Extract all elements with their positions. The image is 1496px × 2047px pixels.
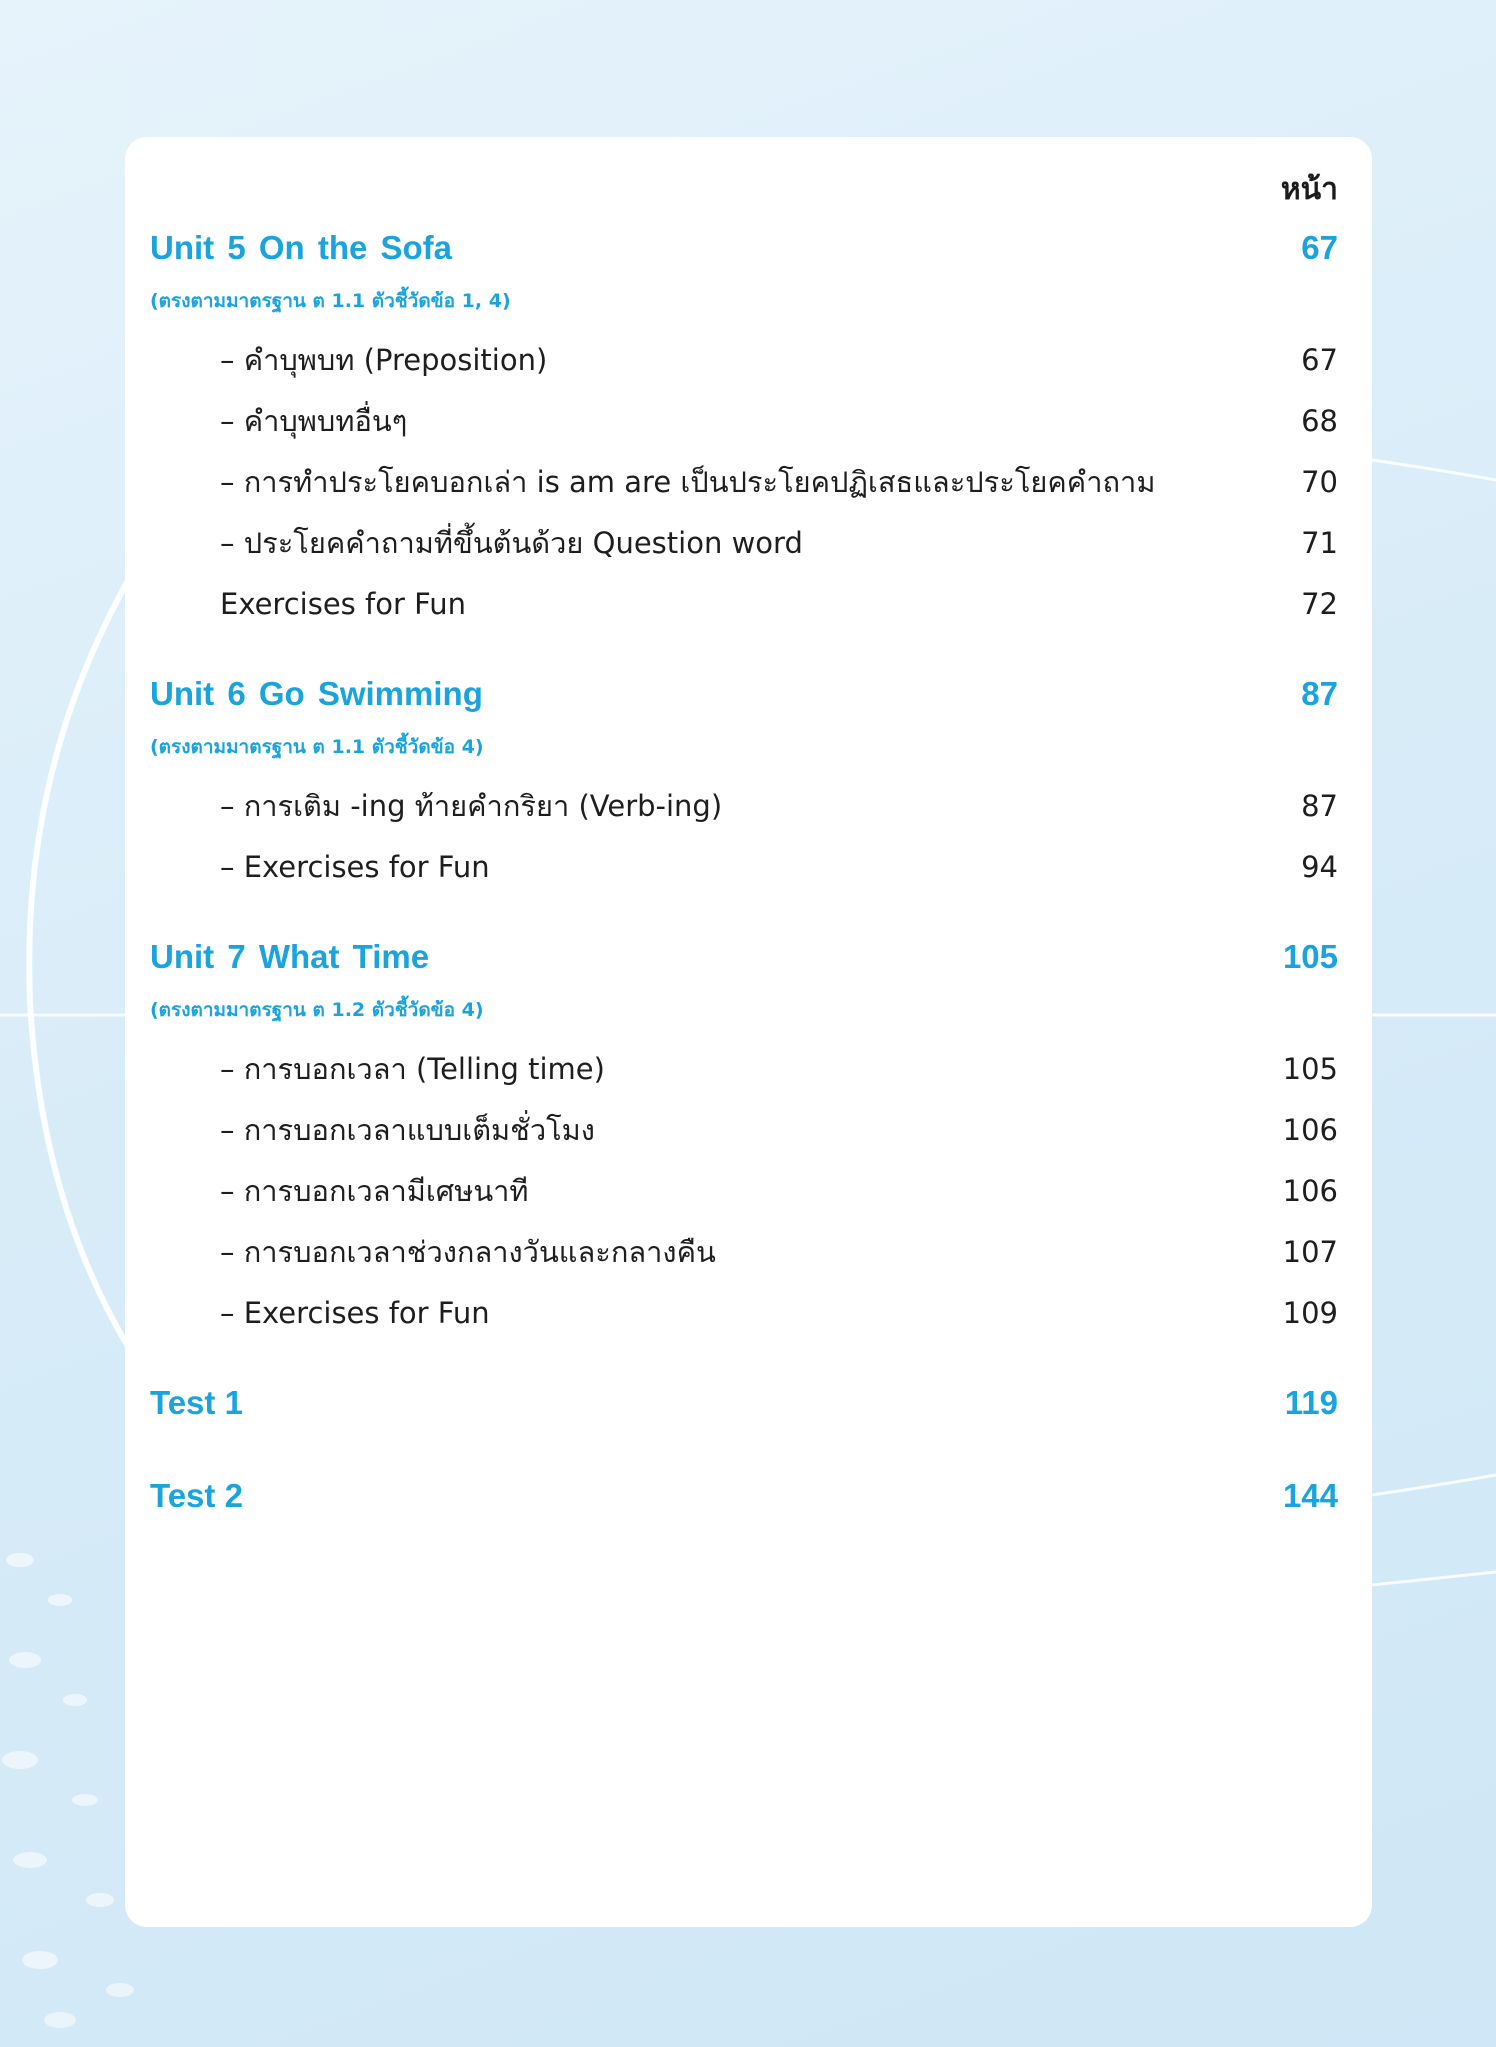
unit-page-number: 105 xyxy=(1282,938,1338,975)
toc-entry-text: – Exercises for Fun xyxy=(220,1296,490,1330)
test-heading[interactable] xyxy=(150,1468,1338,1524)
toc-entry[interactable] xyxy=(150,574,1338,635)
toc-entry-page: 72 xyxy=(1301,587,1338,621)
toc-entry-page: 109 xyxy=(1282,1296,1338,1330)
units-list xyxy=(150,220,1338,1375)
unit-title: Unit 6 Go Swimming xyxy=(150,675,483,712)
toc-entry-text: – การทำประโยคบอกเล่า is am are เป็นประโยคปฏิเสธและประโยคคำถาม xyxy=(220,465,1156,499)
toc-entry-page: 105 xyxy=(1282,1052,1338,1086)
test-heading[interactable] xyxy=(150,1375,1338,1431)
toc-entry[interactable] xyxy=(150,1222,1338,1283)
toc-entry-text: – คำบุพบทอื่นๆ xyxy=(220,404,408,438)
toc-entry-page: 94 xyxy=(1301,850,1338,884)
toc-entry-text: – คำบุพบท (Preposition) xyxy=(220,343,548,377)
unit-standard-note: (ตรงตามมาตรฐาน ต 1.1 ตัวชี้วัดข้อ 1, 4) xyxy=(150,290,511,312)
toc-entry[interactable] xyxy=(150,391,1338,452)
toc-entry-text: Exercises for Fun xyxy=(220,587,466,621)
toc-entry-text: – Exercises for Fun xyxy=(220,850,490,884)
toc-entry[interactable] xyxy=(150,1283,1338,1344)
toc-entry-text: – การบอกเวลา (Telling time) xyxy=(220,1052,605,1086)
toc-entry-text: – การบอกเวลาช่วงกลางวันและกลางคืน xyxy=(220,1235,716,1269)
spacer xyxy=(150,635,1338,666)
toc-entry[interactable] xyxy=(150,452,1338,513)
unit-title: Unit 5 On the Sofa xyxy=(150,229,453,266)
spacer xyxy=(150,1344,1338,1375)
page-column-label: หน้า xyxy=(1280,172,1338,207)
test-page-number: 119 xyxy=(1284,1384,1338,1421)
unit-heading[interactable] xyxy=(150,220,1338,276)
toc-entry-page: 67 xyxy=(1301,343,1338,377)
unit-heading[interactable] xyxy=(150,666,1338,722)
toc-entry[interactable] xyxy=(150,513,1338,574)
toc-entry[interactable] xyxy=(150,1100,1338,1161)
unit-standard-note: (ตรงตามมาตรฐาน ต 1.2 ตัวชี้วัดข้อ 4) xyxy=(150,999,484,1021)
unit-title: Unit 7 What Time xyxy=(150,938,430,975)
toc-entry[interactable] xyxy=(150,837,1338,898)
spacer xyxy=(150,898,1338,929)
toc-entry[interactable] xyxy=(150,1161,1338,1222)
unit-page-number: 87 xyxy=(1301,675,1338,712)
toc-entry-text: – การบอกเวลามีเศษนาที xyxy=(220,1174,529,1208)
toc-entry-text: – การเติม -ing ท้ายคำกริยา (Verb-ing) xyxy=(220,789,723,823)
toc-entry-page: 107 xyxy=(1282,1235,1338,1269)
unit-page-number: 67 xyxy=(1301,229,1338,266)
toc-entry-page: 106 xyxy=(1282,1174,1338,1208)
toc-entry-page: 106 xyxy=(1282,1113,1338,1147)
tests-list xyxy=(150,1375,1338,1524)
toc-entry-page: 70 xyxy=(1301,465,1338,499)
toc-entry-page: 87 xyxy=(1301,789,1338,823)
test-page-number: 144 xyxy=(1282,1477,1338,1514)
toc-entry-page: 68 xyxy=(1301,404,1338,438)
toc-entry[interactable] xyxy=(150,1039,1338,1100)
toc-entry-page: 71 xyxy=(1301,526,1338,560)
toc-entry[interactable] xyxy=(150,330,1338,391)
test-title: Test 1 xyxy=(150,1384,243,1421)
unit-standard-note: (ตรงตามมาตรฐาน ต 1.1 ตัวชี้วัดข้อ 4) xyxy=(150,736,484,758)
test-title: Test 2 xyxy=(150,1477,243,1514)
toc-entry-text: – ประโยคคำถามที่ขึ้นต้นด้วย Question word xyxy=(220,526,803,560)
toc-entry[interactable] xyxy=(150,776,1338,837)
table-of-contents xyxy=(150,160,1338,1561)
unit-heading[interactable] xyxy=(150,929,1338,985)
toc-entry-text: – การบอกเวลาแบบเต็มชั่วโมง xyxy=(220,1113,595,1147)
